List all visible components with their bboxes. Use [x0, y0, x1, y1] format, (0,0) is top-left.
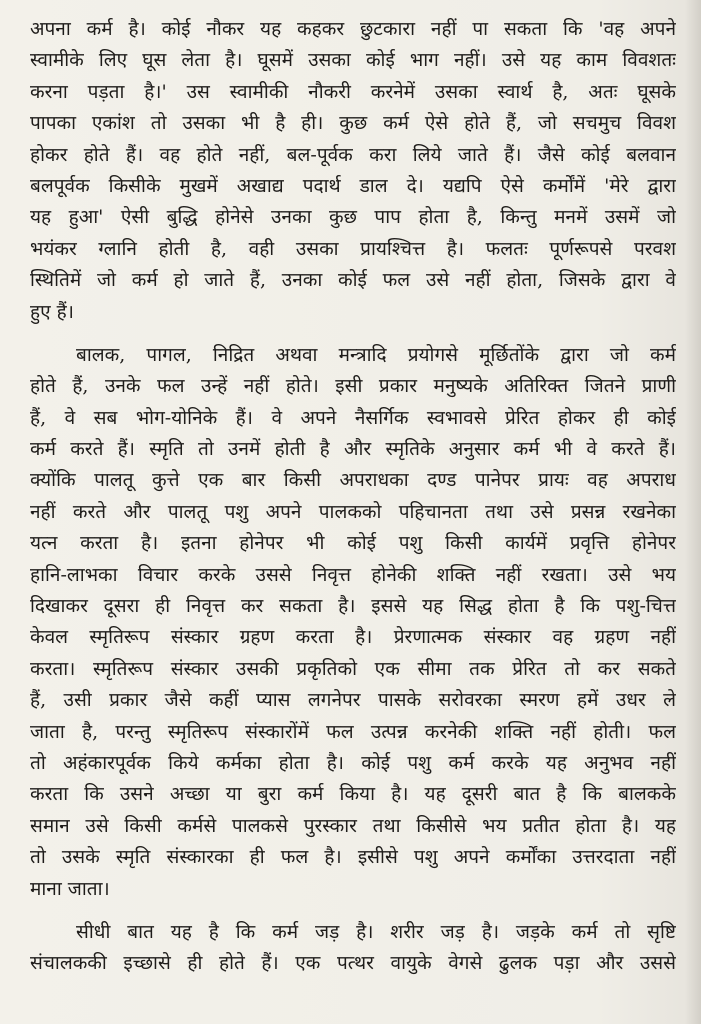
- text-line: नहीं करते और पालतू पशु अपने पालकको पहिचानता तथा उसे प्रसन्न रखनेका: [30, 500, 676, 523]
- text-line: दिखाकर दूसरा ही निवृत्त कर सकता है। इससे यह सिद्ध होता है कि पशु-चित्त: [30, 595, 676, 618]
- text-line: भयंकर ग्लानि होती है, वही उसका प्रायश्चित्त है। फलतः पूर्णरूपसे परवश: [30, 237, 676, 260]
- text-line: हैं, वे सब भोग-योनिके हैं। वे अपने नैसर्गिक स्वभावसे प्रेरित होकर ही कोई: [30, 406, 676, 429]
- paragraph: [30, 917, 676, 980]
- text-line: केवल स्मृतिरूप संस्कार ग्रहण करता है। प्रेरणात्मक संस्कार वह ग्रहण नहीं: [30, 626, 676, 649]
- text-line: बालक, पागल, निद्रित अथवा मन्त्रादि प्रयोगसे मूर्छितोंके द्वारा जो कर्म: [76, 343, 676, 366]
- paragraph-gap: [30, 905, 676, 917]
- text-line: होते हैं, उनके फल उन्हें नहीं होते। इसी प्रकार मनुष्यके अतिरिक्त जितने प्राणी: [30, 375, 676, 398]
- text-line: करता। स्मृतिरूप संस्कार उसकी प्रकृतिको एक सीमा तक प्रेरित तो कर सकते: [30, 657, 676, 680]
- text-line: यत्न करता है। इतना होनेपर भी कोई पशु किसी कार्यमें प्रवृत्ति होनेपर: [30, 532, 676, 555]
- text-line: कर्म करते हैं। स्मृति तो उनमें होती है और स्मृतिके अनुसार कर्म भी वे करते हैं।: [30, 438, 676, 461]
- text-line: क्योंकि पालतू कुत्ते एक बार किसी अपराधका दण्ड पानेपर प्रायः वह अपराध: [30, 469, 676, 492]
- text-line: हानि-लाभका विचार करके उससे निवृत्त होनेकी शक्ति नहीं रखता। उसे भय: [30, 563, 676, 586]
- text-line: तो अहंकारपूर्वक किये कर्मका होता है। कोई पशु कर्म करके यह अनुभव नहीं: [30, 751, 676, 774]
- text-line: करना पड़ता है।' उस स्वामीकी नौकरी करनेमें उसका स्वार्थ है, अतः घूसके: [30, 80, 676, 103]
- paragraph: [30, 14, 676, 328]
- text-line: बलपूर्वक किसीके मुखमें अखाद्य पदार्थ डाल दे। यद्यपि ऐसे कर्मोंमें 'मेरे द्वारा: [30, 174, 676, 197]
- text-line: संचालककी इच्छासे ही होते हैं। एक पत्थर वायुके वेगसे ढुलक पड़ा और उससे: [30, 952, 676, 975]
- text-line: समान उसे किसी कर्मसे पालकसे पुरस्कार तथा किसीसे भय प्रतीत होता है। यह: [30, 814, 676, 837]
- page-edge-shadow: [685, 0, 701, 1024]
- text-line: यह हुआ' ऐसी बुद्धि होनेसे उनका कुछ पाप होता है, किन्तु मनमें उसमें जो: [30, 206, 676, 229]
- text-line: स्थितिमें जो कर्म हो जाते हैं, उनका कोई फल उसे नहीं होता, जिसके द्वारा वे: [30, 269, 676, 292]
- text-line: अपना कर्म है। कोई नौकर यह कहकर छुटकारा नहीं पा सकता कि 'वह अपने: [30, 18, 676, 40]
- text-line: स्वामीके लिए घूस लेता है। घूसमें उसका कोई भाग नहीं। उसे यह काम विवशतः: [30, 49, 676, 72]
- text-line: हुए हैं।: [30, 300, 74, 323]
- text-line: माना जाता।: [30, 877, 110, 900]
- text-line: होकर होते हैं। वह होते नहीं, बल-पूर्वक करा लिये जाते हैं। जैसे कोई बलवान: [30, 143, 676, 166]
- text-line: सीधी बात यह है कि कर्म जड़ है। शरीर जड़ है। जड़के कर्म तो सृष्टि: [76, 920, 676, 943]
- text-line: पापका एकांश तो उसका भी है ही। कुछ कर्म ऐसे होते हैं, जो सचमुच विवश: [30, 112, 676, 135]
- paragraph-gap: [30, 328, 676, 340]
- paragraph: [30, 340, 676, 905]
- page-text: [30, 14, 676, 980]
- text-line: हैं, उसी प्रकार जैसे कहीं प्यास लगनेपर पासके सरोवरका स्मरण हमें उधर ले: [30, 689, 676, 712]
- text-line: तो उसके स्मृति संस्कारका ही फल है। इसीसे पशु अपने कर्मोंका उत्तरदाता नहीं: [30, 846, 676, 869]
- text-line: करता कि उसने अच्छा या बुरा कर्म किया है। यह दूसरी बात है कि बालकके: [30, 783, 676, 806]
- text-line: जाता है, परन्तु स्मृतिरूप संस्कारोंमें फल उत्पन्न करनेकी शक्ति नहीं होती। फल: [30, 720, 676, 743]
